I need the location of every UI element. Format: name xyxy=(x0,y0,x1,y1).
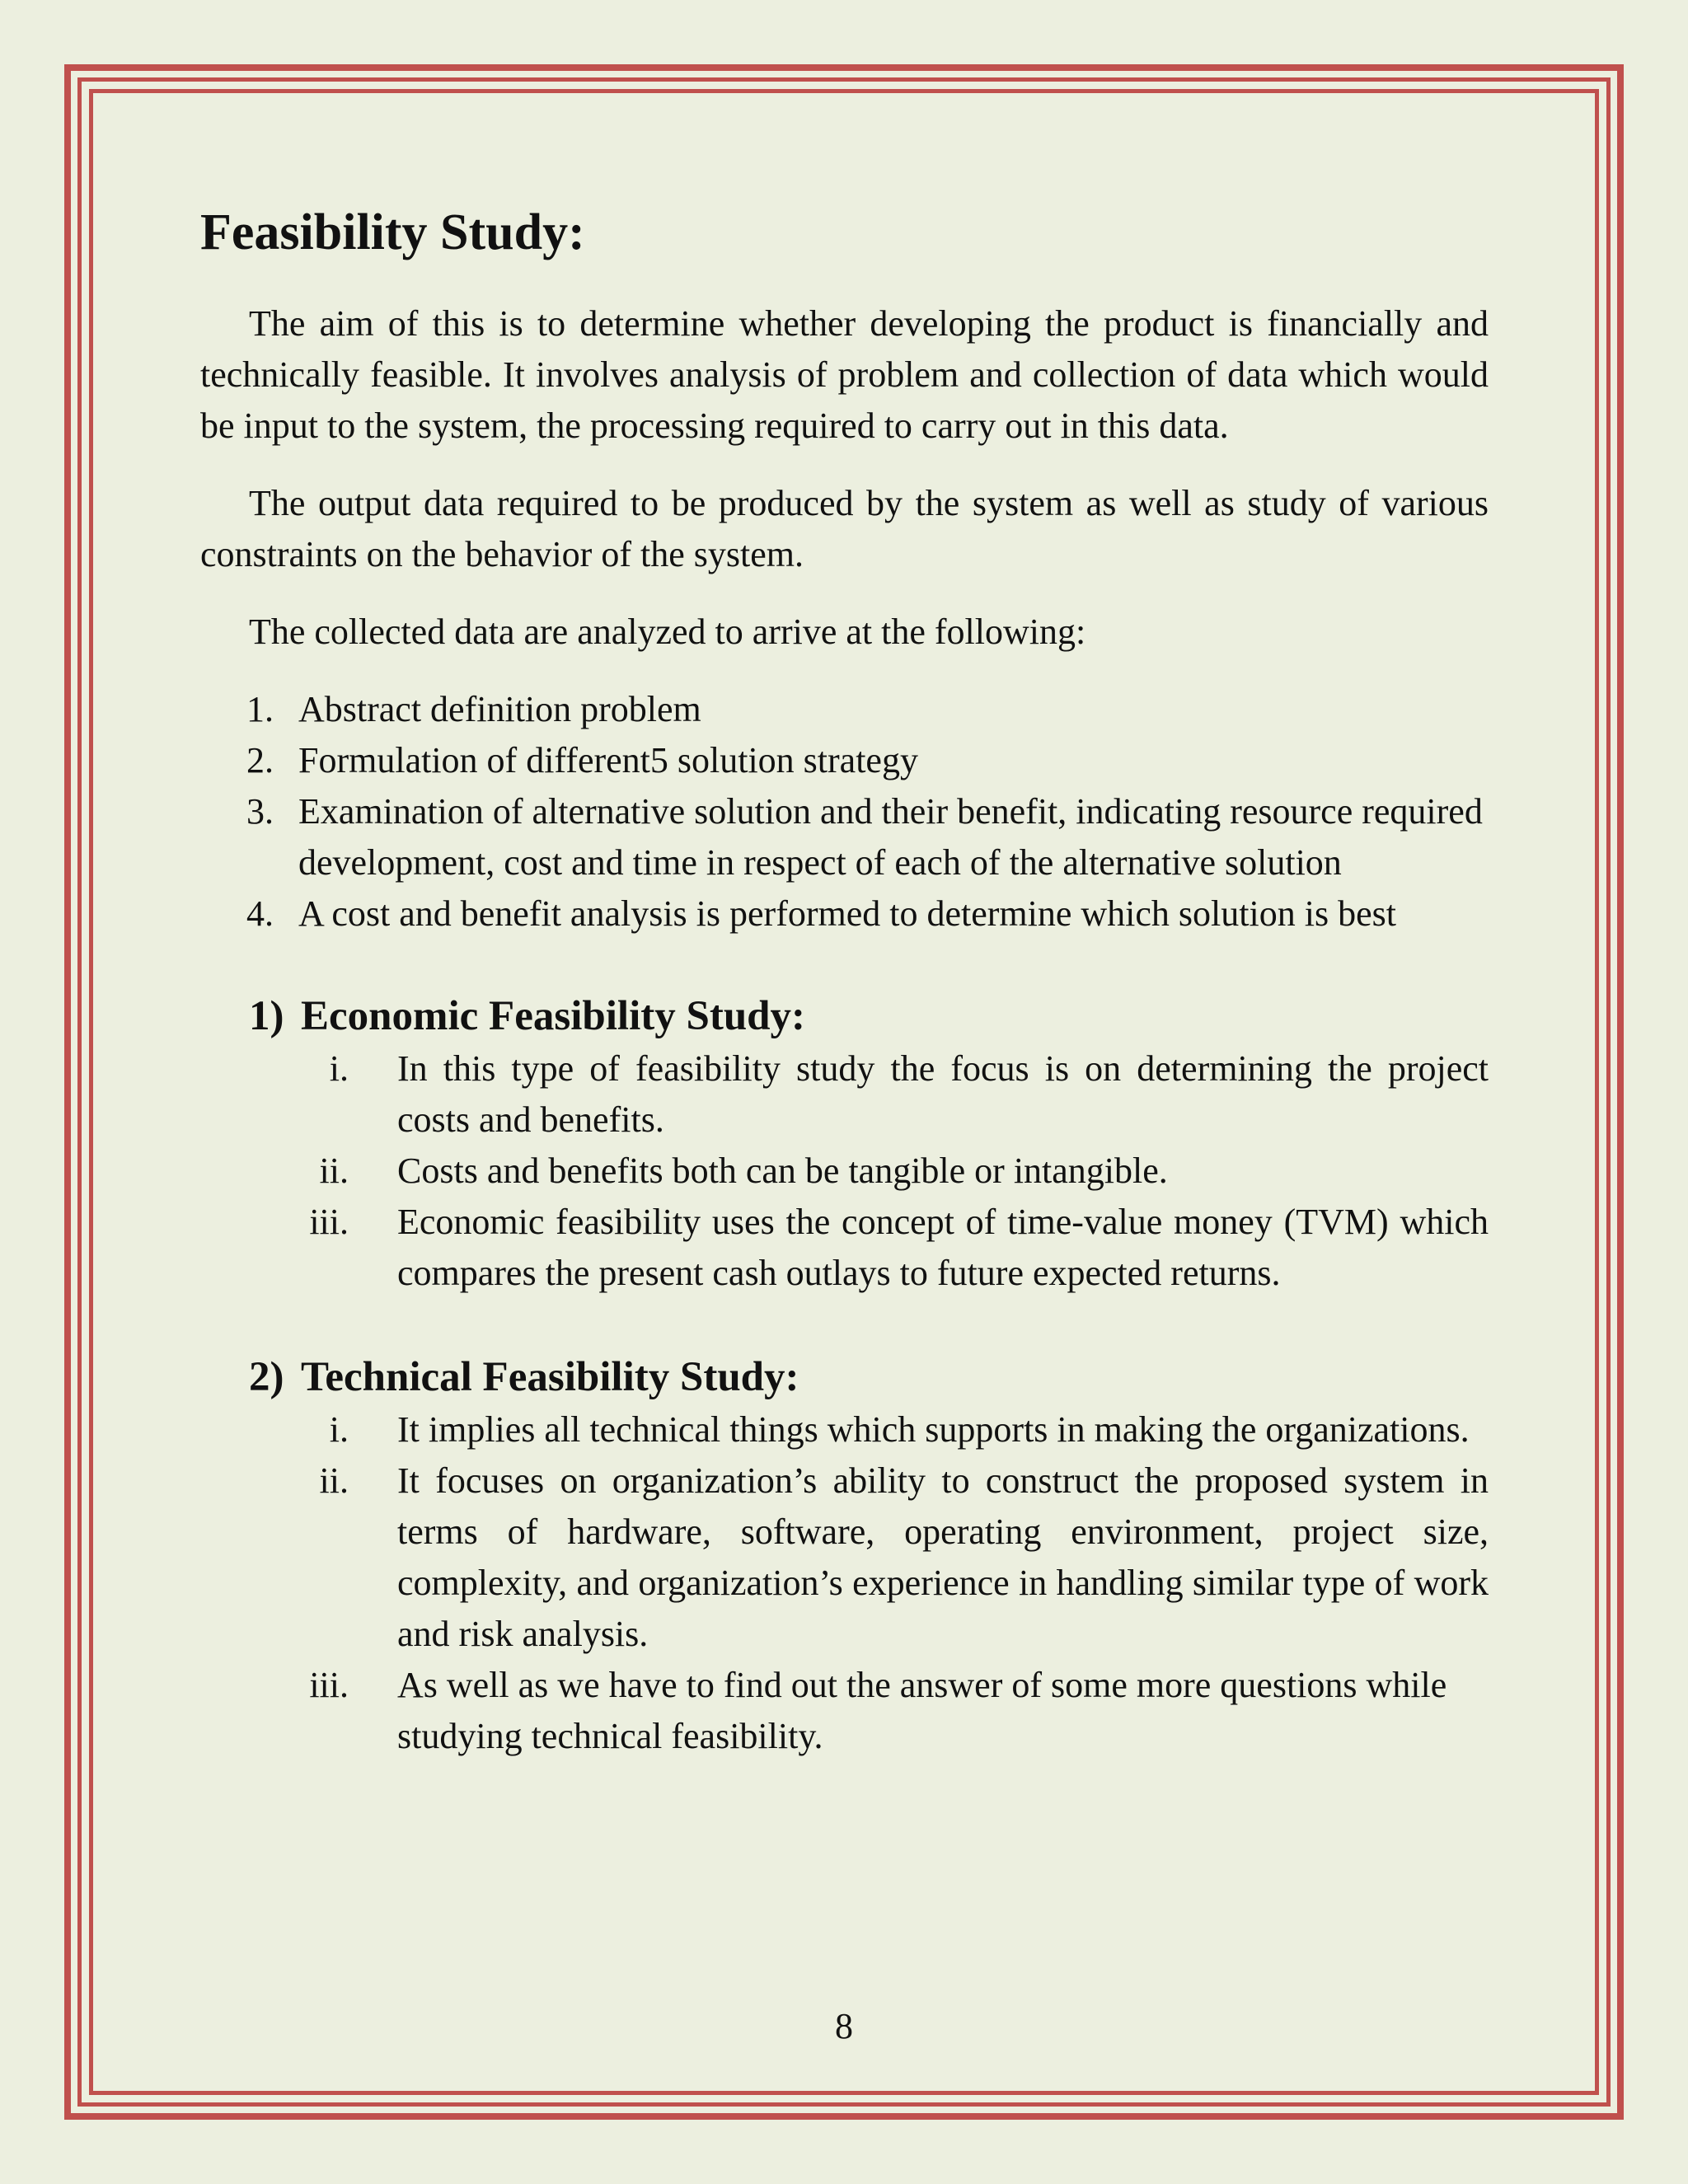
list-item xyxy=(200,786,1489,888)
intro-paragraph: The aim of this is to determine whether developing the product is financially and technically feasible. It involves analysis of problem and collection of data which would be input to the system, the processing required to carry out in this data. xyxy=(200,303,1489,446)
list-item-number: i. xyxy=(329,1409,349,1450)
list-item-number: 1. xyxy=(246,689,274,729)
section-title: Technical Feasibility Study: xyxy=(301,1354,799,1400)
list-item-text: A cost and benefit analysis is performed to determine which solution is best xyxy=(298,893,1396,934)
list-item-number: 4. xyxy=(246,893,274,934)
section-number: 2) xyxy=(249,1354,284,1400)
list-item-number: 2. xyxy=(246,740,274,780)
list-item xyxy=(200,684,1489,735)
list-item-text: Economic feasibility uses the concept of time-value money (TVM) which compares the present cash outlays to future expected returns. xyxy=(397,1202,1489,1293)
list-item-text: Formulation of different5 solution strategy xyxy=(298,740,918,780)
list-item xyxy=(200,1146,1489,1197)
list-item xyxy=(200,1043,1489,1146)
list-item-text: Abstract definition problem xyxy=(298,689,701,729)
list-item-text: In this type of feasibility study the focus is on determining the project costs and benefits. xyxy=(397,1048,1489,1140)
list-item xyxy=(200,888,1489,940)
technical-feasibility-section xyxy=(200,1350,1489,1762)
list-item xyxy=(200,1197,1489,1299)
section-heading xyxy=(200,1350,1489,1404)
list-item-number: iii. xyxy=(309,1665,349,1705)
list-item-text: It implies all technical things which supports in making the organizations. xyxy=(397,1409,1470,1450)
list-item-number: ii. xyxy=(319,1460,349,1501)
technical-items-list xyxy=(200,1404,1489,1762)
output-paragraph: The output data required to be produced by the system as well as study of various constraints on the behavior of the system. xyxy=(200,483,1489,574)
analysis-steps-list xyxy=(200,684,1489,940)
list-item xyxy=(200,1660,1489,1762)
list-item-text: It focuses on organization’s ability to construct the proposed system in terms of hardware, software, operating environment, project size, complexity, and organization’s experience in handling similar type of work and risk analysis. xyxy=(397,1460,1489,1654)
list-item xyxy=(200,735,1489,786)
list-item xyxy=(200,1404,1489,1455)
list-item-number: i. xyxy=(329,1048,349,1089)
list-item-number: 3. xyxy=(246,791,274,832)
section-number: 1) xyxy=(249,993,284,1039)
list-item-number: ii. xyxy=(319,1151,349,1191)
economic-feasibility-section xyxy=(200,989,1489,1299)
list-item-text: Examination of alternative solution and their benefit, indicating resource required development, cost and time in respect of each of the alternative solution xyxy=(298,791,1483,883)
page-title: Feasibility Study: xyxy=(200,204,585,260)
section-title: Economic Feasibility Study: xyxy=(301,993,806,1039)
economic-items-list xyxy=(200,1043,1489,1299)
section-heading xyxy=(200,989,1489,1043)
list-item-text: As well as we have to find out the answer of some more questions while studying technical feasibility. xyxy=(397,1665,1447,1756)
page-content xyxy=(200,191,1489,1813)
analysis-paragraph: The collected data are analyzed to arrive at the following: xyxy=(249,612,1086,652)
page-number: 8 xyxy=(835,2006,853,2046)
list-item xyxy=(200,1455,1489,1660)
list-item-number: iii. xyxy=(309,1202,349,1242)
list-item-text: Costs and benefits both can be tangible or intangible. xyxy=(397,1151,1168,1191)
